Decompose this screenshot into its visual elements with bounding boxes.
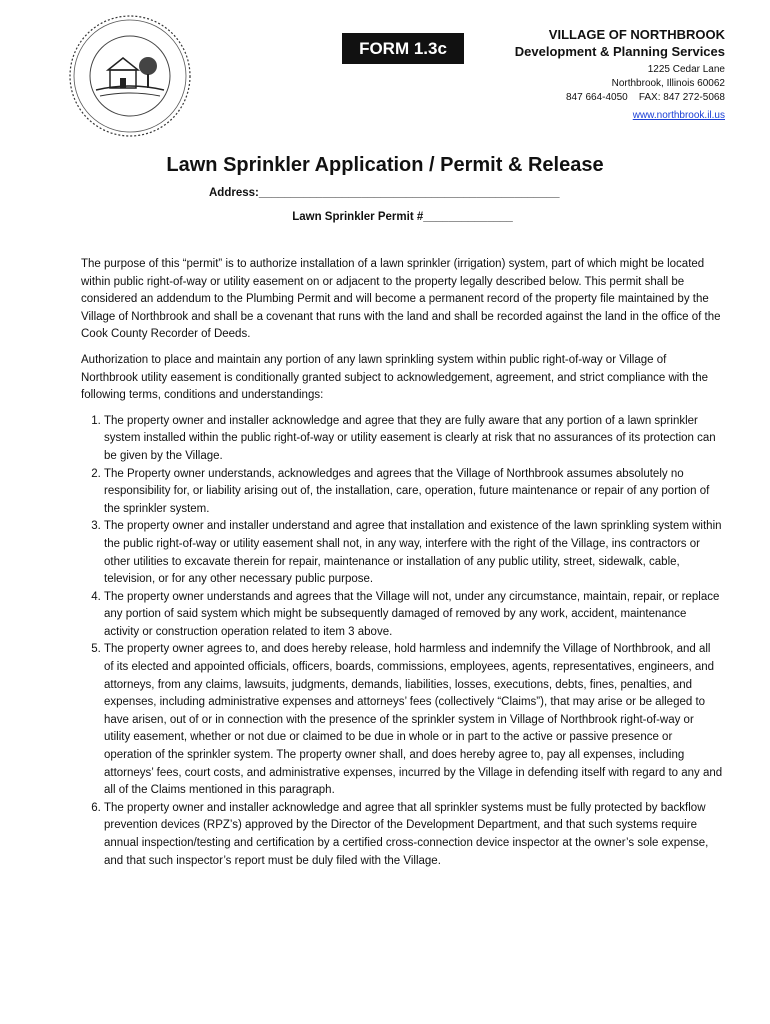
term-item: 6. The property owner and installer acknowledge and agree that all sprinkler systems must be fully protected by backflow prevention devices (RPZ’s) approved by the Director of the Development Department, and that such systems require annual inspection/testing and certification by a certified cross-connection device inspector at the owner’s sole expense, and that such inspector’s report must be duly filed with the Village. [104,800,723,870]
org-phone-fax: 847 664-4050 FAX: 847 272-5068 [565,92,725,103]
terms-list [81,413,723,870]
term-item: 5. The property owner agrees to, and does hereby release, hold harmless and indemnify the Village of Northbrook, and all of its elected and appointed officials, officers, boards, commissions, employees, agents, representatives, engineers, and attorneys, from any claims, lawsuits, judgments, demands, liabilities, losses, executions, debts, fines, penalties, and expenses, including administrative expenses and attorneys’ fees (collectively “Claims”), that may arise or be alleged to have arisen, out of or in connection with the presence of the sprinkler system in Village of Northbrook right-of-way or utility easement, whether or not due or claimed to be due in whole or in part to the active or passive presence or operation of the sprinkler system. The property owner shall, and does hereby agree to, pay all expenses, including attorneys’ fees, court costs, and administrative expenses, incurred by the Village in defending itself with regard to any and all of the Claims mentioned in this paragraph. [104,641,723,799]
form-number: FORM 1.3c [359,38,447,58]
org-street: 1225 Cedar Lane [647,64,725,75]
organization-header [515,26,725,123]
document-body [81,256,723,870]
village-seal-logo [66,12,194,140]
permit-blank[interactable]: ______________ [423,211,513,223]
org-name: VILLAGE OF NORTHBROOK [548,27,725,42]
authorization-paragraph: Authorization to place and maintain any portion of any lawn sprinkling system within public right-of-way or Village of Northbrook utility easement is conditionally granted subject to acknowledgement, agreement, and strict compliance with the following terms, conditions and understandings: [81,353,709,402]
permit-label: Lawn Sprinkler Permit # [292,211,424,223]
address-blank[interactable]: _______________________________________________ [258,187,560,199]
org-website-link[interactable]: www.northbrook.il.us [632,110,725,121]
form-number-badge [342,33,464,64]
org-department: Development & Planning Services [514,44,725,59]
term-item: 1. The property owner and installer acknowledge and agree that they are fully aware that any portion of a lawn sprinkler system installed within the public right-of-way or utility easement is clearly at risk that no assurances of its protection can be given by the Village. [104,413,723,466]
org-city: Northbrook, Illinois 60062 [611,78,725,89]
term-item: 2. The Property owner understands, acknowledges and agrees that the Village of Northbrook assumes absolutely no responsibility for, or liability arising out of, the installation, care, operation, future maintenance or repair of any portion of the sprinkler system. [104,466,723,519]
address-label: Address: [209,187,259,199]
address-field [209,187,559,199]
permit-number-field [0,211,770,223]
document-title: Lawn Sprinkler Application / Permit & Release [166,154,604,176]
term-item: 3. The property owner and installer understand and agree that installation and existence of the lawn sprinkling system within the public right-of-way or utility easement shall not, in any way, interfere with the right of the Village, ins contractors or other utilities to excavate therein for repair, maintenance or installation of any public utility, street, sidewalk, cable, television, or for any other necessary public purpose. [104,518,723,588]
purpose-paragraph: The purpose of this “permit” is to authorize installation of a lawn sprinkler (irrigation) system, part of which might be located within public right-of-way or utility easement on or adjacent to the property legally described below. This permit shall be considered an addendum to the Plumbing Permit and will become a permanent record of the property file maintained by the Village of Northbrook and shall be a covenant that runs with the land and shall be recorded against the land in the office of the Cook County Recorder of Deeds. [81,258,721,341]
term-item: 4. The property owner understands and agrees that the Village will not, under any circumstance, maintain, repair, or replace any portion of said system which might be subsequently damaged of removed by any work, accident, maintenance activity or construction operation related to item 3 above. [104,589,723,642]
